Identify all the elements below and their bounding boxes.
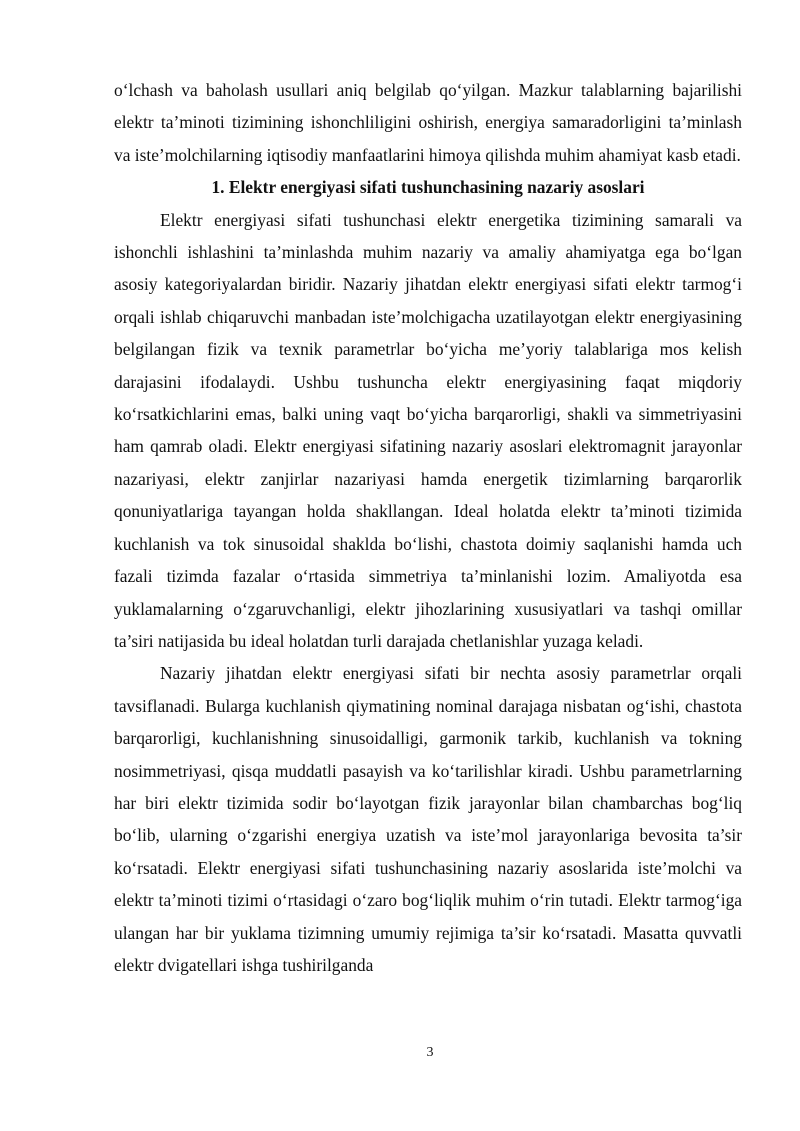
page-number: 3 xyxy=(426,1045,434,1060)
section-heading: 1. Elektr energiyasi sifati tushunchasining nazariy asoslari xyxy=(211,177,645,198)
body-paragraph-2: Nazariy jihatdan elektr energiyasi sifati bir nechta asosiy parametrlar orqali tavsiflanadi. Bularga kuchlanish qiymatining nominal darajaga nisbatan og‘ishi, chastota barqarorligi, kuchlanishning sinusoidalligi, garmonik tarkib, kuchlanish va tokning nosimmetriyasi, qisqa muddatli pasayish va ko‘tarilishlar kiradi. Ushbu parametrlarning har biri elektr tizimida sodir bo‘layotgan fizik jarayonlar bilan chambarchas bog‘liq bo‘lib, ularning o‘zgarishi energiya uzatish va iste’mol jarayonlariga bevosita ta’sir ko‘rsatadi. Elektr energiyasi sifati tushunchasining nazariy asoslarida iste’molchi va elektr ta’minoti tizimi o‘rtasidagi o‘zaro bog‘liqlik muhim o‘rin tutadi. Elektr tarmog‘iga ulangan har bir yuklama tizimning umumiy rejimiga ta’sir ko‘rsatadi. Masatta quvvatli elektr dvigatellari ishga tushirilganda xyxy=(114,663,742,975)
body-paragraph-1: Elektr energiyasi sifati tushunchasi elektr energetika tizimining samarali va ishonchli ishlashini ta’minlashda muhim nazariy va amaliy ahamiyatga ega bo‘lgan asosiy kategoriyalardan biridir. Nazariy jihatdan elektr energiyasi sifati elektr tarmog‘i orqali ishlab chiqaruvchi manbadan iste’molchigacha uzatilayotgan elektr energiyasining belgilangan fizik va texnik parametrlar bo‘yicha me’yoriy talablariga mos kelish darajasini ifodalaydi. Ushbu tushuncha elektr energiyasining faqat miqdoriy ko‘rsatkichlarini emas, balki uning vaqt bo‘yicha barqarorligi, shakli va simmetriyasini ham qamrab oladi. Elektr energiyasi sifatining nazariy asoslari elektromagnit jarayonlar nazariyasi, elektr zanjirlar nazariyasi hamda energetik tizimlarning barqarorlik qonuniyatlariga tayangan holda shakllangan. Ideal holatda elektr ta’minoti tizimida kuchlanish va tok sinusoidal shaklda bo‘lishi, chastota doimiy saqlanishi hamda uch fazali tizimda fazalar o‘rtasida simmetriya ta’minlanishi lozim. Amaliyotda esa yuklamalarning o‘zgaruvchanligi, elektr jihozlarining xususiyatlari va tashqi omillar ta’siri natijasida bu ideal holatdan turli darajada chetlanishlar yuzaga keladi. xyxy=(114,209,742,651)
intro-paragraph: o‘lchash va baholash usullari aniq belgilab qo‘yilgan. Mazkur talablarning bajarilishi elektr ta’minoti tizimining ishonchliligini oshirish, energiya samaradorligini ta’minlash va iste’molchilarning iqtisodiy manfaatlarini himoya qilishda muhim ahamiyat kasb etadi. xyxy=(114,80,742,165)
page-body xyxy=(114,74,742,981)
